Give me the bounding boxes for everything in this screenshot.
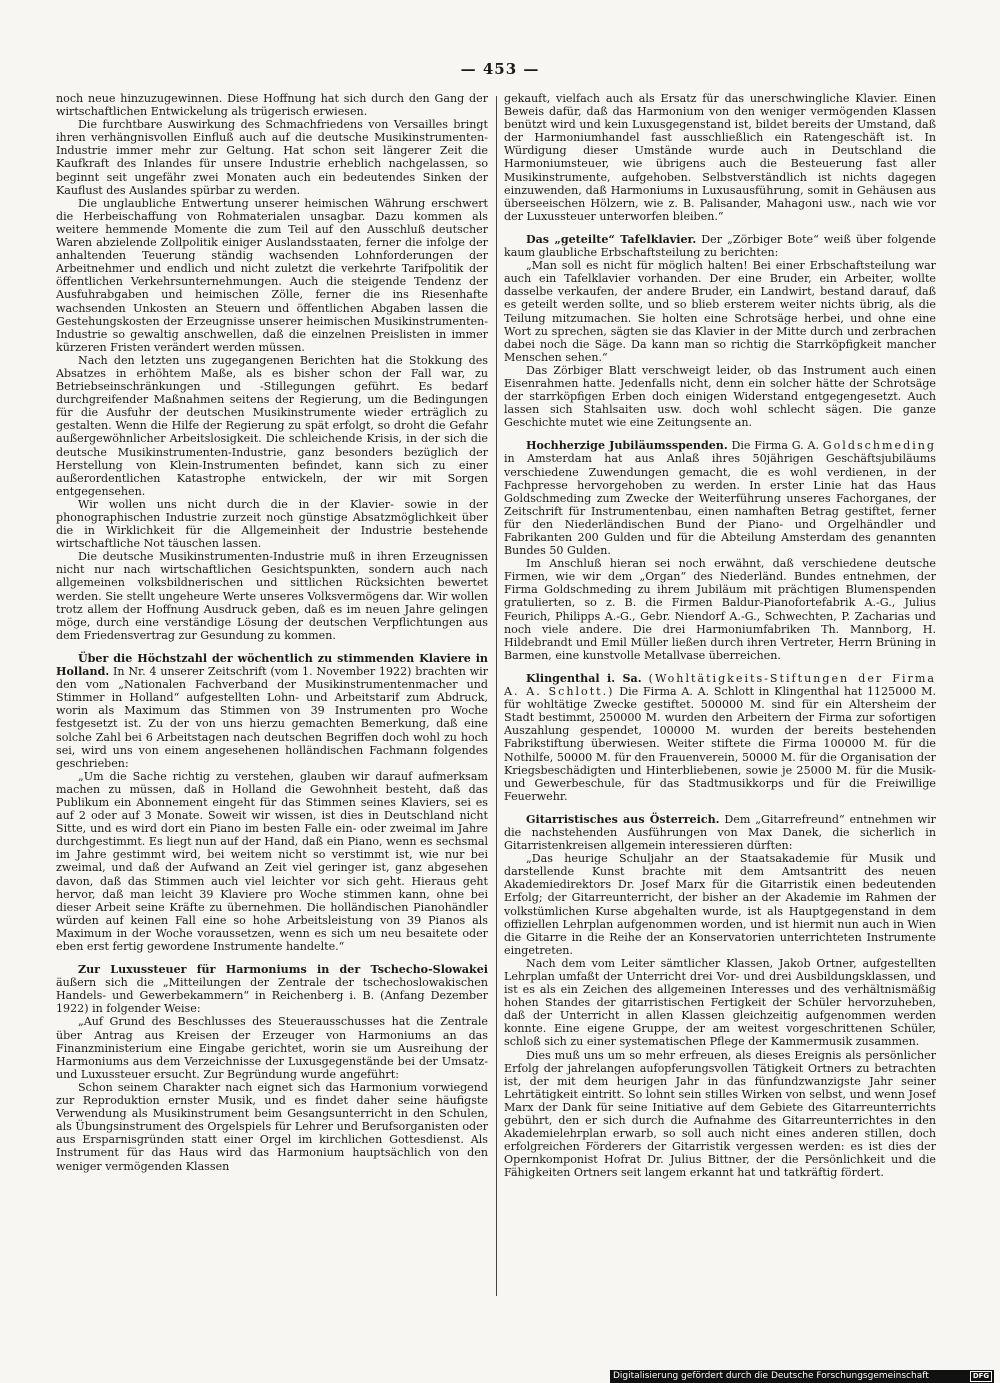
article-jubilaeum <box>504 439 936 557</box>
article-text: Die Firma G. A. <box>731 439 819 453</box>
article-text: äußern sich die „Mitteilungen der Zentrale der tschechoslowakischen Handels- und Gewerbekammern“ in Reichenberg i. B. (Anfang Dezember 1922) in folgender Weise: <box>56 976 488 1016</box>
firm-name: Goldschmeding <box>822 439 936 453</box>
article-heading: Das „geteilte“ Tafelklavier. <box>526 232 697 246</box>
paragraph: Im Anschluß hieran sei noch erwähnt, daß verschiedene deutsche Firmen, wie wir dem „Organ“ des Niederländ. Bundes entnehmen, der Firma Goldschmeding zu ihrem Jubiläum mit prächtigen Blumenspenden gratulierten, so z. B. die Firmen Baldur-Pianofortefabrik A.-G., Julius Feurich, Philipps A.-G., Gebr. Niendorf A.-G., Schwechten, P. Zacharias und noch viele andere. Die drei Harmoniumfabriken Th. Mannborg, H. Hildebrandt und Emil Müller ließen durch ihren Vertreter, Herrn Brüning in Barmen, eine kunstvolle Metallvase überreichen. <box>504 557 936 662</box>
paragraph: gekauft, vielfach auch als Ersatz für das unerschwingliche Klavier. Einen Beweis dafür, daß das Harmonium von den weniger vermögenden Klassen benützt wird und kein Luxusgegenstand ist, bildet bereits der Umstand, daß der Harmoniumhandel fast ausschließlich ein Ratengeschäft ist. In Würdigung dieser Umstände wurde auch in Deutschland die Harmoniumsteuer, wie übrigens auch die Besteuerung fast aller Musikinstrumente, aufgehoben. Selbstverständlich ist nichts dagegen einzuwenden, daß Harmoniums in Luxusausführung, somit in Gehäusen aus überseeischen Hölzern, wie z. B. Palisander, Mahagoni usw., nach wie vor der Luxussteuer unterworfen bleiben.“ <box>504 92 936 223</box>
article-text: In Nr. 4 unserer Zeitschrift (vom 1. November 1922) brachten wir den vom „Nationalen Fachverband der Musikinstrumentenmacher und Stimmer in Holland“ aufgestellten Lohn- und Arbeitstarif zum Abdruck, worin als Maximum das Stimmen von 39 Instrumenten pro Woche festgesetzt ist. Zu der von uns hierzu gemachten Bemerkung, daß eine solche Zahl bei 6 Arbeitstagen nach deutschen Begriffen doch wohl zu hoch sei, wird uns von einem angesehenen holländischen Fachmann folgendes geschrieben: <box>56 665 488 770</box>
article-subheading: (Wohltätigkeits-Stiftungen der Firma A. A. Schlott.) <box>504 671 936 699</box>
paragraph: Die deutsche Musikinstrumenten-Industrie muß in ihren Erzeugnissen nicht nur nach wirtschaftlichen Gesichtspunkten, sondern auch nach allgemeinen volksbildnerischen und sittlichen Rücksichten bewertet werden. Sie stellt ungeheure Werte unseres Volksvermögens dar. Wir wollen trotz allem der Hoffnung Ausdruck geben, daß es im neuen Jahre gelingen möge, durch eine verständige Lösung der deutschen Verpflichtungen aus dem Friedensvertrag zur Gesundung zu kommen. <box>56 550 488 642</box>
paragraph: Schon seinem Charakter nach eignet sich das Harmonium vorwiegend zur Reproduktion ernster Musik, und es findet daher seine häufigste Verwendung als Musikinstrument beim Gesangsunterricht in den Schulen, als Übungsinstrument des Orgelspiels für Lehrer und Berufsorganisten oder aus Ersparnisgründen statt einer Orgel im kirchlichen Gottesdienst. Als Instrument für das Haus wird das Harmonium hauptsächlich von den weniger vermögenden Klassen <box>56 1080 488 1173</box>
article-text: Der „Zörbiger Bote“ weiß über folgende kaum glaubliche Erbschaftsteilung zu berichten: <box>504 232 936 260</box>
article-heading-line <box>56 963 488 1015</box>
article-heading: Gitarristisches aus Österreich. <box>526 812 720 826</box>
paragraph: „Das heurige Schuljahr an der Staatsakademie für Musik und darstellende Kunst brachte mit dem Amtsantritt des neuen Akademiedirektors Dr. Josef Marx für die Gitarristik einen bedeutenden Erfolg; der Gitarreunterricht, der bisher an der Akademie im Rahmen der volkstümlichen Kurse abgehalten wurde, ist als Hauptgegenstand in dem offiziellen Lehrplan aufgenommen worden, und ist hiermit nun auch in Wien die Gitarre in die Reihe der an Konservatorien unterrichteten Instrumente eingetreten. <box>504 852 936 957</box>
article-heading: Hochherzige Jubiläumsspenden. <box>526 439 728 453</box>
dfg-logo: DFG <box>970 1371 992 1382</box>
paragraph: Nach dem vom Leiter sämtlicher Klassen, Jakob Ortner, aufgestellten Lehrplan umfaßt der Unterricht drei Vor- und drei Ausbildungsklassen, und ist es als ein Zeichen des allgemeinen Interesses und des verhältnismäßig hohen Standes der gitarristischen Fertigkeit der Schüler hervorzuheben, daß der Unterricht in allen Klassen gleichzeitig aufgenommen werden konnte. Eine eigene Gruppe, der am weitest vorgeschrittenen Schüler, schloß sich zu einer systematischen Pflege der Kammermusik zusammen. <box>504 956 936 1049</box>
right-column <box>504 92 936 1322</box>
article-holland <box>56 652 488 770</box>
paragraph: Wir wollen uns nicht durch die in der Klavier- sowie in der phonographischen Industrie zurzeit noch günstige Absatzmöglichkeit über die in Wirklichkeit für die Allgemeinheit der Industrie bestehende wirtschaftliche Not täuschen lassen. <box>56 497 488 551</box>
paragraph: „Um die Sache richtig zu verstehen, glauben wir darauf aufmerksam machen zu müssen, daß in Holland die Gewohnheit besteht, daß das Publikum ein Abonnement eingeht für das Stimmen seines Klaviers, sei es auf 2 oder auf 3 Monate. Soweit wir wissen, ist dies in Deutschland nicht Sitte, und es wird dort ein Piano im besten Falle ein- oder zweimal im Jahre durchgestimmt. Es liegt nun auf der Hand, daß ein Piano, wenn es sechsmal im Jahre gestimmt wird, bei weitem nicht so verstimmt ist, wie nur bei zweimal, und daß der Aufwand an Zeit viel geringer ist, ganz abgesehen davon, daß das Stimmen auch viel leichter vor sich geht. Hieraus geht hervor, daß man leicht 39 Klaviere pro Woche stimmen kann, ohne bei dieser Arbeit seine Kräfte zu übernehmen. Die holländischen Pianohändler würden auf keinen Fall eine so hohe Arbeitsleistung von 39 Pianos als Maximum in der Woche voraussetzen, wenn es sich um neu besaitete oder eben erst fertig gewordene Instrumente handelte.“ <box>56 769 488 953</box>
paragraph: Dies muß uns um so mehr erfreuen, als dieses Ereignis als persönlicher Erfolg der jahrelangen aufopferungsvollen Tätigkeit Ortners zu betrachten ist, der mit dem heurigen Jahr in das fünfundzwanzigste Jahr seiner Lehrtätigkeit eintritt. So lohnt sein stilles Wirken von selbst, und wenn Josef Marx der Dank für seine Initiative auf dem Gebiete des Gitarreunterrichts gebührt, den er sich durch die Aufnahme des Gitarreunterrichtes in den Akademielehrplan erwarb, so soll auch nicht eines anderen stillen, doch erfolgreichen Förderers der Gitarristik vergessen werden: es ist dies der Opernkomponist Hofrat Dr. Julius Bittner, der die Persönlichkeit und die Fähigkeiten Ortners seit langem erkannt hat und tatkräftig fördert. <box>504 1048 936 1180</box>
paragraph: „Man soll es nicht für möglich halten! Bei einer Erbschaftsteilung war auch ein Tafelklavier vorhanden. Der eine Bruder, ein Arbeiter, wollte dasselbe verkaufen, der andere Bruder, ein Landwirt, bestand darauf, daß es geteilt werden sollte, und so blieb ersterem weiter nichts übrig, als die Teilung mitzumachen. Sie holten eine Schrotsäge herbei, und ohne eine Wort zu sprechen, sägten sie das Klavier in der Mitte durch und zerbrachen dabei noch die Säge. Da kann man so richtig die Starrköpfigkeit mancher Menschen sehen.“ <box>504 259 936 364</box>
article-heading: Klingenthal i. Sa. <box>526 671 642 685</box>
paragraph: Das Zörbiger Blatt verschweigt leider, ob das Instrument auch einen Eisenrahmen hatte. Jedenfalls nicht, denn ein solcher hätte der Schrotsäge der starrköpfigen Erben doch einigen Widerstand entgegengesetzt. Auch lassen sich Stahlsaiten usw. doch wohl schlecht sägen. Die ganze Geschichte mutet wie eine Zeitungsente an. <box>504 363 936 430</box>
digitization-footer <box>610 1370 994 1383</box>
page-number: — 453 — <box>460 60 540 78</box>
paragraph: Die furchtbare Auswirkung des Schmachfriedens von Versailles bringt ihren verhängnisvollen Einfluß auch auf die deutsche Musikinstrumenten-Industrie immer mehr zur Geltung. Hat schon seit längerer Zeit die Kaufkraft des Inlandes für unsere Industrie erheblich nachgelassen, so beginnt seit ungefähr zwei Monaten auch ein bedeutendes Sinken der Kauflust des Auslandes spürbar zu werden. <box>56 118 488 197</box>
paragraph: noch neue hinzuzugewinnen. Diese Hoffnung hat sich durch den Gang der wirtschaftlichen Entwickelung als trügerisch erwiesen. <box>56 92 488 119</box>
footer-text: Digitalisierung gefördert durch die Deutsche Forschungsgemeinschaft <box>613 1371 929 1381</box>
paragraph: Nach den letzten uns zugegangenen Berichten hat die Stokkung des Absatzes in erhöhtem Maße, als es bisher schon der Fall war, zu Betriebseinschränkungen und -Stillegungen geführt. Es bedarf durchgreifender Maßnahmen seitens der Regierung, um die Bedingungen für die Ausfuhr der deutschen Musikinstrumente wieder erträglich zu gestalten. Wenn die Hilfe der Regierung zu spät erfolgt, so droht die Gefahr außergewöhnlicher Arbeitslosigkeit. Die schleichende Krisis, in der sich die deutsche Musikinstrumenten-Industrie, ganz besonders bezüglich der Herstellung von Klein-Instrumenten befindet, kann sich zu einer außerordentlichen Katastrophe entwickeln, der wir mit Sorgen entgegensehen. <box>56 353 488 498</box>
paragraph: Die unglaubliche Entwertung unserer heimischen Währung erschwert die Herbeischaffung von Rohmaterialen unsagbar. Dazu kommen als weitere hemmende Momente die zum Teil auf den Ausschluß deutscher Waren abzielende Zollpolitik einiger Auslandsstaaten, ferner die infolge der anhaltenden Teuerung ständig wachsenden Lohnforderungen der Arbeitnehmer und endlich und nicht zuletzt die verkehrte Tarifpolitik der öffentlichen Verkehrsunternehmungen. Auch die steigende Tendenz der Ausfuhrabgaben und heimischen Zölle, ferner die ins Riesenhafte wachsenden Unkosten an Steuern und öffentlichen Abgaben lassen die Gestehungskosten der Erzeugnisse unserer heimischen Musikinstrumenten-Industrie so gewaltig anschwellen, daß die einzelnen Preislisten in immer kürzeren Fristen verändert werden müssen. <box>56 196 488 354</box>
paragraph: „Auf Grund des Beschlusses des Steuerausschusses hat die Zentrale über Antrag aus Kreisen der Erzeuger von Harmoniums an das Finanzministerium eine Eingabe gerichtet, worin sie um Ausreihung der Harmoniums aus dem Verzeichnisse der Luxusgegenstände bei der Umsatz- und Luxussteuer ersucht. Zur Begründung wurde angeführt: <box>56 1015 488 1081</box>
article-heading: Zur Luxussteuer für Harmoniums in der Tschecho-Slowakei <box>78 963 488 977</box>
article-text: Dem „Gitarrefreund“ entnehmen wir die nachstehenden Ausführungen von Max Danek, die sicherlich in Gitarristenkreisen allgemein interessieren dürften: <box>504 812 936 853</box>
article-text: in Amsterdam hat aus Anlaß ihres 50jährigen Geschäftsjubiläums verschiedene Zuwendungen gemacht, die es wohl verdienen, in der Fachpresse hervorgehoben zu werden. In erster Linie hat das Haus Goldschmeding zum Zwecke der Weiterführung unseres Fachorganes, der Zeitschrift für Instrumentenbau, einen namhaften Betrag gestiftet, ferner für den Niederländischen Bund der Piano- und Orgelhändler und Fabrikanten 200 Gulden und für die Abteilung Amsterdam des genannten Bundes 50 Gulden. <box>504 452 936 558</box>
article-tafelklavier <box>504 233 936 259</box>
left-column <box>56 92 488 1322</box>
column-divider <box>496 96 497 1296</box>
article-klingenthal <box>504 672 936 803</box>
article-heading: Über die Höchstzahl der wöchentlich zu stimmenden Klaviere in Holland. <box>56 651 488 679</box>
article-text: Die Firma A. A. Schlott in Klingenthal hat 1125000 M. für wohltätige Zwecke gestiftet. 500000 M. sind für ein Altersheim der Stadt bestimmt, 250000 M. wurden den Arbeitern der Firma zur sofortigen Auszahlung gespendet, 100000 M. wurden der bereits bestehenden Fabrikstiftung überwiesen. Weiter stiftete die Firma 100000 M. für die Nothilfe, 50000 M. für den Frauenverein, 50000 M. für die Organisation der Kriegsbeschädigten und Hinterbliebenen, sowie je 25000 M. für die Musik- und Gewerbeschule, für das Stadtmusikkorps und für die Freiwillige Feuerwehr. <box>504 685 936 803</box>
article-gitarre <box>504 813 936 852</box>
